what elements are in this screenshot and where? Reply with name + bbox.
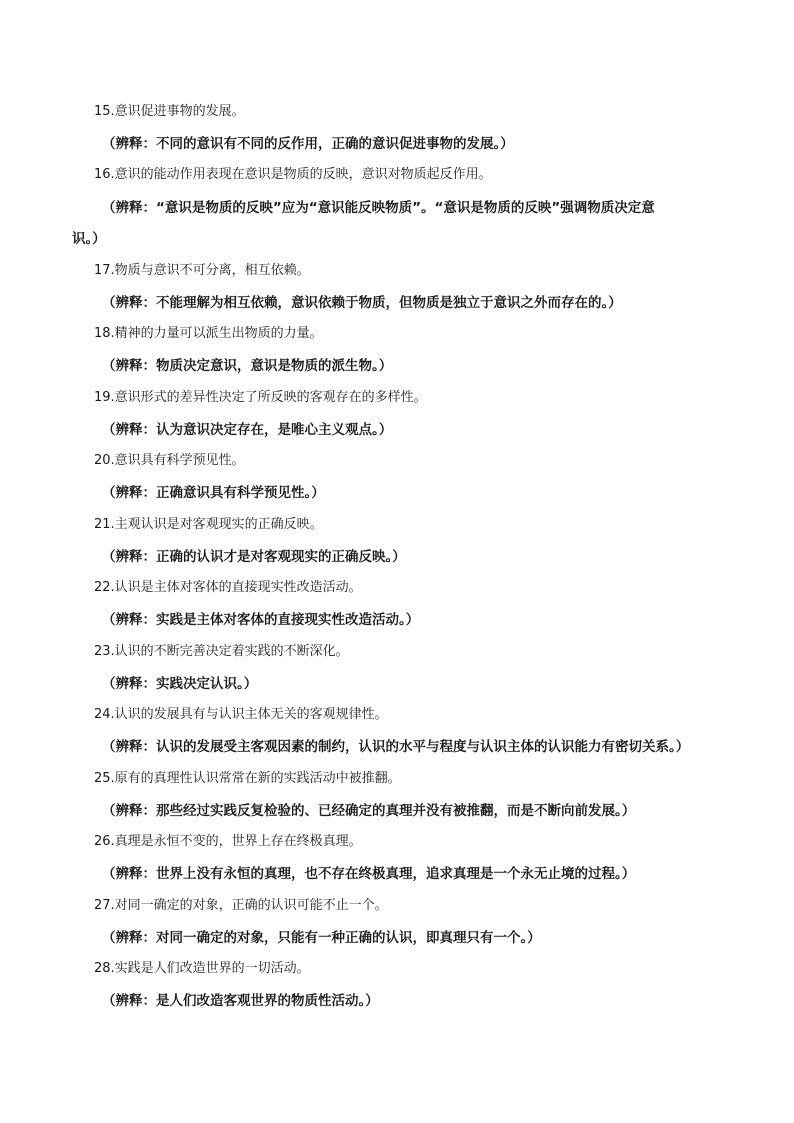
statement-19: 19.意识形式的差异性决定了所反映的客观存在的多样性。 [94,390,427,405]
statement-25: 25.原有的真理性认识常常在新的实践活动中被推翻。 [94,771,401,786]
note-16: （辨释：“意识是物质的反映”应为“意识能反映物质”。“意识是物质的反映”强调物质决定意 [102,200,655,216]
statement-23: 23.认识的不断完善决定着实践的不断深化。 [94,644,349,659]
note-25: （辨释：那些经过实践反复检验的、已经确定的真理并没有被推翻，而是不断向前发展。） [102,803,636,819]
note-18: （辨释：物质决定意识，意识是物质的派生物。） [102,358,393,374]
statement-24: 24.认识的发展具有与认识主体无关的客观规律性。 [94,707,388,722]
note-28: （辨释：是人们改造客观世界的物质性活动。） [102,993,379,1009]
note-24: （辨释：认识的发展受主客观因素的制约，认识的水平与程度与认识主体的认识能力有密切关系。） [102,739,690,755]
statement-17: 17.物质与意识不可分离，相互依赖。 [94,263,310,278]
note-21: （辨释：正确的认识才是对客观现实的正确反映。） [102,549,406,565]
note-15: （辨释：不同的意识有不同的反作用，正确的意识促进事物的发展。） [102,136,514,152]
statement-20: 20.意识具有科学预见性。 [94,453,245,468]
note-19: （辨释：认为意识决定存在，是唯心主义观点。） [102,422,393,438]
note-27: （辨释：对同一确定的对象，只能有一种正确的认识，即真理只有一个。） [102,930,541,946]
note-16-continued: 识。） [72,231,106,247]
note-20: （辨释：正确意识具有科学预见性。） [102,485,325,501]
statement-27: 27.对同一确定的对象，正确的认识可能不止一个。 [94,898,388,913]
note-23: （辨释：实践决定认识。） [102,676,258,692]
statement-28: 28.实践是人们改造世界的一切活动。 [94,961,310,976]
statement-21: 21.主观认识是对客观现实的正确反映。 [94,517,323,532]
note-22: （辨释：实践是主体对客体的直接现实性改造活动。） [102,612,420,628]
statement-22: 22.认识是主体对客体的直接现实性改造活动。 [94,580,362,595]
statement-16: 16.意识的能动作用表现在意识是物质的反映，意识对物质起反作用。 [94,167,492,182]
note-26: （辨释：世界上没有永恒的真理，也不存在终极真理，追求真理是一个永无止境的过程。） [102,866,636,882]
note-17: （辨释：不能理解为相互依赖，意识依赖于物质，但物质是独立于意识之外而存在的。） [102,295,622,311]
statement-26: 26.真理是永恒不变的，世界上存在终极真理。 [94,834,362,849]
statement-15: 15.意识促进事物的发展。 [94,104,245,119]
statement-18: 18.精神的力量可以派生出物质的力量。 [94,326,323,341]
